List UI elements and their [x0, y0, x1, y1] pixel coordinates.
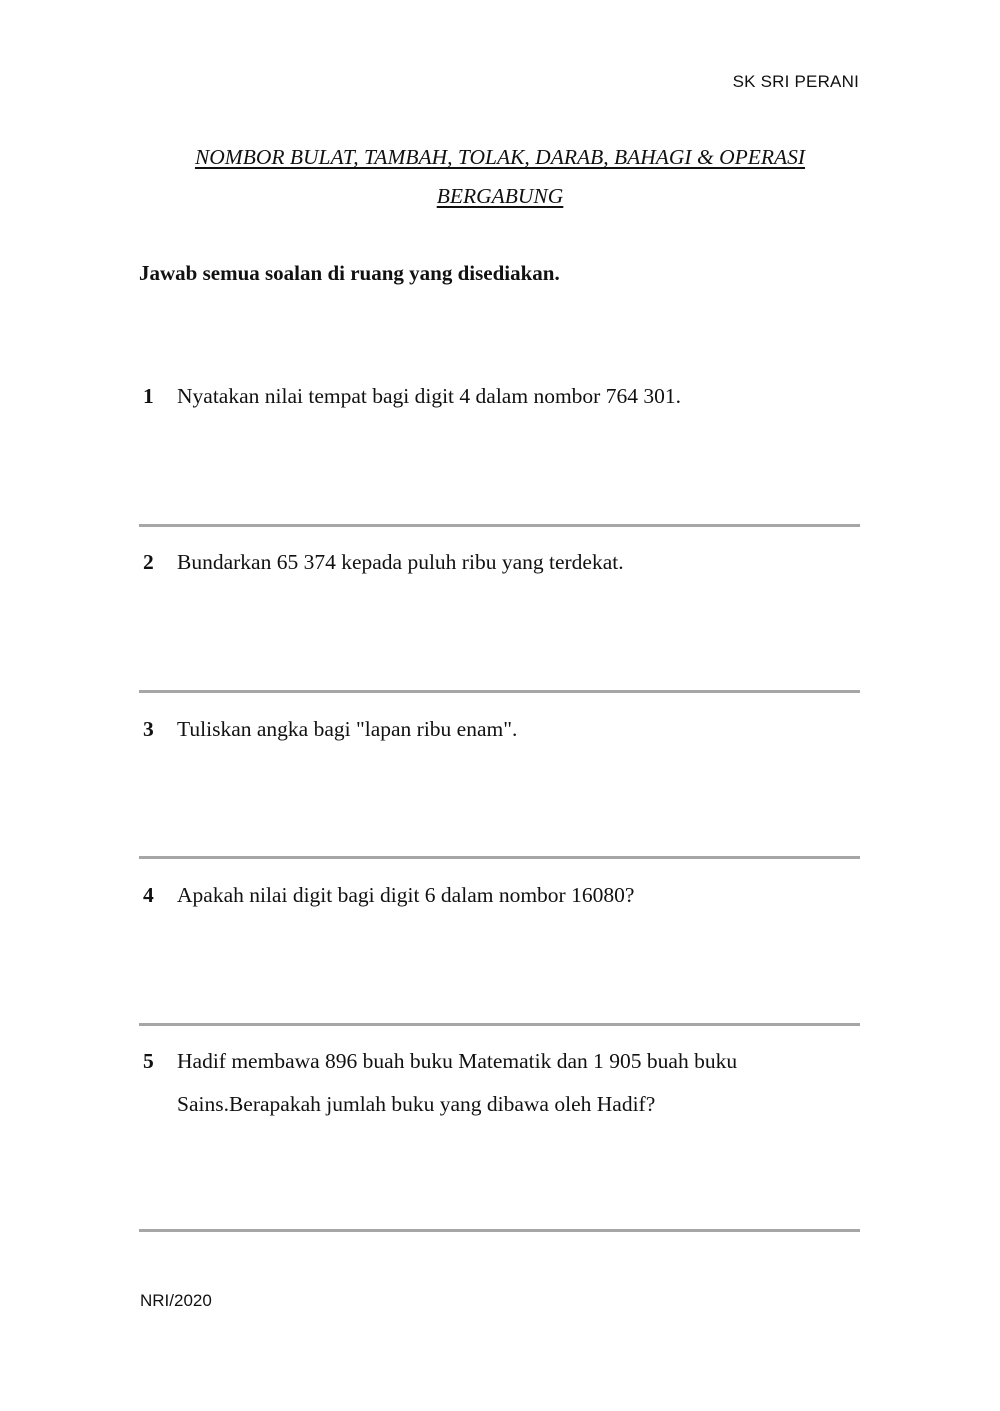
answer-line-5 [139, 1229, 860, 1232]
answer-line-2 [139, 690, 860, 693]
question-5 [140, 1041, 860, 1125]
answer-line-4 [139, 1023, 860, 1026]
question-text: Bundarkan 65 374 kepada puluh ribu yang terdekat. [177, 550, 624, 574]
school-name: SK SRI PERANI [732, 72, 859, 91]
question-2 [140, 542, 860, 583]
question-4 [140, 875, 860, 916]
question-number: 5 [143, 1049, 154, 1073]
question-number: 2 [143, 550, 154, 574]
question-number: 3 [143, 717, 154, 741]
title-line-1: NOMBOR BULAT, TAMBAH, TOLAK, DARAB, BAHAGI & OPERASI [194, 145, 806, 169]
question-text-line-2: Sains.Berapakah jumlah buku yang dibawa oleh Hadif? [177, 1092, 656, 1116]
question-text-line-1: Hadif membawa 896 buah buku Matematik dan 1 905 buah buku [177, 1049, 738, 1073]
instruction-text: Jawab semua soalan di ruang yang disediakan. [139, 261, 560, 285]
question-text [177, 1041, 860, 1125]
question-text: Apakah nilai digit bagi digit 6 dalam nombor 16080? [177, 883, 635, 907]
question-text: Nyatakan nilai tempat bagi digit 4 dalam nombor 764 301. [177, 384, 681, 408]
question-1 [140, 376, 860, 417]
footer-code: NRI/2020 [140, 1291, 212, 1310]
question-number: 4 [143, 883, 154, 907]
title-line-2: BERGABUNG [436, 184, 564, 208]
question-number: 1 [143, 384, 154, 408]
question-3 [140, 709, 860, 750]
question-text: Tuliskan angka bagi "lapan ribu enam". [177, 717, 518, 741]
answer-line-1 [139, 524, 860, 527]
answer-line-3 [139, 856, 860, 859]
worksheet-title [140, 138, 860, 216]
